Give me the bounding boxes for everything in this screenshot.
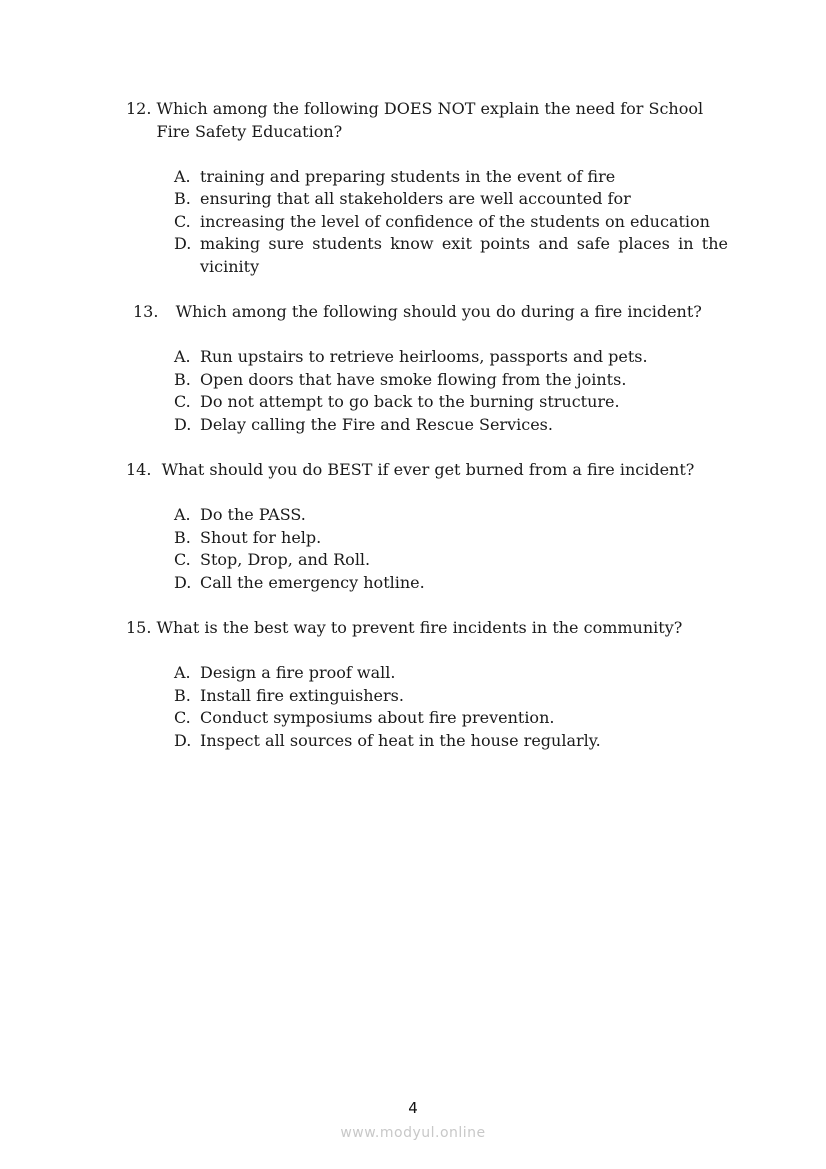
watermark: www.modyul.online (340, 1125, 486, 1141)
option-b (174, 369, 728, 392)
question-number: 14. (126, 460, 152, 479)
question-text: What is the best way to prevent fire incidents in the community? (156, 618, 683, 637)
option-b (174, 527, 728, 550)
option-d (174, 233, 728, 278)
option-letter: C. (174, 550, 191, 569)
option-text: Delay calling the Fire and Rescue Services. (200, 414, 553, 434)
option-a (174, 662, 728, 685)
option-d (174, 730, 728, 753)
option-b (174, 188, 728, 211)
option-letter: C. (174, 211, 191, 231)
option-letter: A. (174, 505, 191, 524)
question-13 (126, 301, 728, 436)
question-number: 13. (133, 302, 159, 321)
option-list (174, 166, 728, 279)
option-text: Do not attempt to go back to the burning structure. (200, 392, 620, 411)
option-letter: D. (174, 234, 192, 253)
option-c (174, 707, 728, 730)
option-text: Conduct symposiums about fire prevention. (200, 708, 555, 727)
option-letter: D. (174, 730, 192, 750)
option-text: Design a fire proof wall. (200, 663, 396, 682)
option-a (174, 166, 728, 189)
question-14 (126, 459, 728, 594)
option-text: Install fire extinguishers. (200, 685, 404, 705)
option-a (174, 504, 728, 527)
option-text: Stop, Drop, and Roll. (200, 550, 371, 569)
option-text: Shout for help. (200, 527, 322, 547)
question-number: 15. (126, 618, 152, 637)
question-text: Which among the following should you do during a fire incident? (175, 302, 702, 321)
option-text: making sure students know exit points and safe places in the vicinity (200, 234, 728, 276)
page-number: 4 (408, 1099, 418, 1117)
option-list (174, 346, 728, 436)
option-text: Inspect all sources of heat in the house regularly. (200, 730, 601, 750)
question-15 (126, 617, 728, 752)
option-letter: B. (174, 527, 191, 547)
option-list (174, 504, 728, 594)
question-12 (126, 98, 728, 278)
option-letter: D. (174, 414, 192, 434)
option-letter: B. (174, 685, 191, 705)
option-text: training and preparing students in the event of fire (200, 166, 616, 186)
option-a (174, 346, 728, 369)
option-letter: A. (174, 347, 191, 366)
option-d (174, 414, 728, 437)
question-text: Which among the following DOES NOT explain the need for School Fire Safety Education? (156, 99, 704, 141)
option-c (174, 391, 728, 414)
option-letter: C. (174, 708, 191, 727)
option-letter: D. (174, 572, 192, 592)
option-letter: A. (174, 166, 191, 186)
option-d (174, 572, 728, 595)
option-text: Run upstairs to retrieve heirlooms, passports and pets. (200, 347, 648, 366)
option-list (174, 662, 728, 752)
question-text: What should you do BEST if ever get burned from a fire incident? (161, 460, 695, 479)
option-letter: C. (174, 392, 191, 411)
option-text: Open doors that have smoke flowing from the joints. (200, 369, 627, 389)
option-letter: B. (174, 369, 191, 389)
option-letter: B. (174, 189, 191, 208)
option-text: increasing the level of confidence of the students on education (200, 211, 710, 231)
option-c (174, 549, 728, 572)
option-c (174, 211, 728, 234)
question-number: 12. (126, 99, 152, 118)
option-b (174, 685, 728, 708)
option-text: ensuring that all stakeholders are well accounted for (200, 189, 631, 208)
option-text: Call the emergency hotline. (200, 572, 425, 592)
option-text: Do the PASS. (200, 505, 306, 524)
option-letter: A. (174, 663, 191, 682)
